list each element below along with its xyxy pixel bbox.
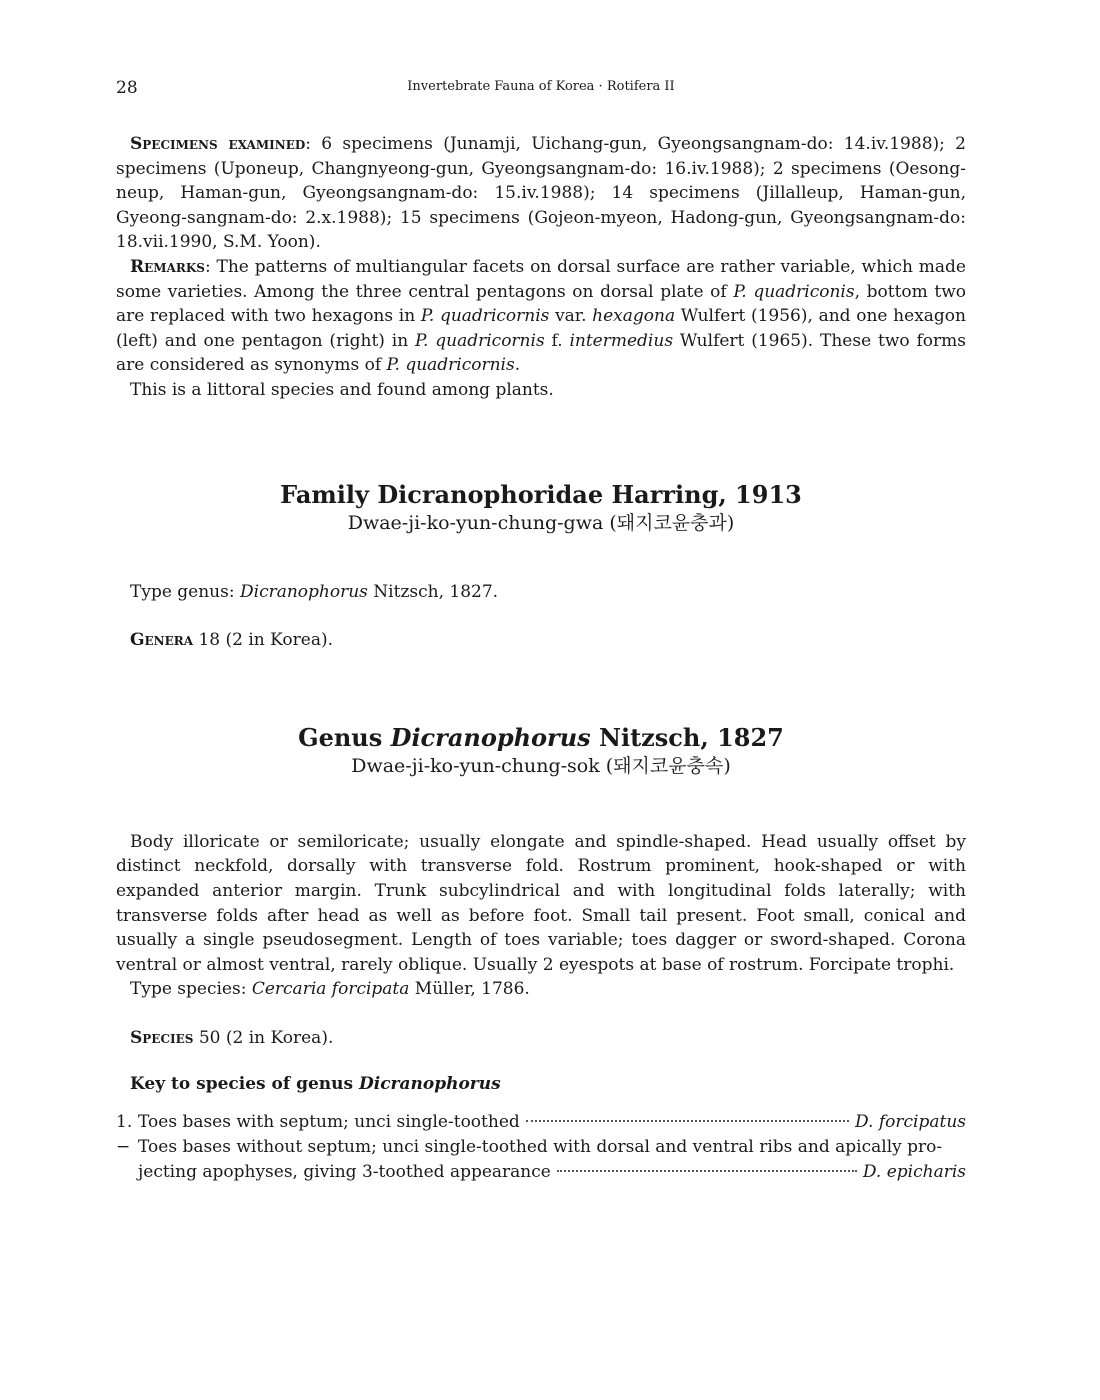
page-header xyxy=(116,78,966,100)
taxon-name: P. quadricornis xyxy=(415,330,545,351)
taxon-name: intermedius xyxy=(569,330,674,351)
key-couplet-1 xyxy=(116,1110,966,1135)
taxon-name: P. quadriconis xyxy=(733,281,855,302)
specimens-paragraph xyxy=(116,132,966,255)
remarks-text: Wulfert (1965). These two forms are considered as synonyms of xyxy=(116,330,966,376)
key-answer: D. epicharis xyxy=(862,1161,966,1182)
remarks-text: var. xyxy=(549,306,593,327)
type-genus-label: Type genus: xyxy=(130,581,240,602)
genus-heading xyxy=(116,723,966,779)
remarks-text: . xyxy=(514,355,521,376)
key-lead-text: Toes bases with septum; unci single-toothed xyxy=(138,1112,520,1133)
identification-key xyxy=(116,1110,966,1184)
taxon-name: P. quadricornis xyxy=(420,306,550,327)
key-lead xyxy=(138,1135,966,1184)
key-title-genus: Dicranophorus xyxy=(359,1074,501,1095)
key-title-text: Key to species of genus xyxy=(130,1074,359,1095)
remarks-text: : The patterns of multiangular facets on dorsal surface are rather variable, which made some varieties. Among the three central pentagons on dorsal plate of xyxy=(116,256,966,302)
genus-subtitle: Dwae-ji-ko-yun-chung-sok (돼지코윤충속) xyxy=(351,754,731,777)
family-title: Family Dicranophoridae Harring, 1913 xyxy=(280,479,802,509)
type-genus-name: Dicranophorus xyxy=(240,581,368,602)
family-subtitle: Dwae-ji-ko-yun-chung-gwa (돼지코윤충과) xyxy=(347,511,735,534)
type-species-author: Müller, 1786. xyxy=(409,979,530,1000)
key-lead-line xyxy=(138,1135,966,1160)
genera-label: Genera xyxy=(130,630,194,651)
running-title: Invertebrate Fauna of Korea · Rotifera II xyxy=(407,79,675,94)
key-lead-text: Toes bases without septum; unci single-toothed with dorsal and ventral ribs and apically pro- xyxy=(138,1137,943,1158)
type-genus-author: Nitzsch, 1827. xyxy=(367,581,499,602)
type-genus-line xyxy=(116,580,966,605)
key-number: − xyxy=(116,1137,131,1158)
key-lead-line xyxy=(138,1160,966,1185)
type-species-label: Type species: xyxy=(130,979,252,1000)
taxon-name: P. quadricornis xyxy=(386,355,515,376)
key-lead-text: jecting apophyses, giving 3-toothed appearance xyxy=(138,1161,551,1182)
remarks-text: Wulfert (1956), and one hexagon (left) and one pentagon (right) in xyxy=(116,306,966,351)
genus-description: Body illoricate or semiloricate; usually elongate and spindle-shaped. Head usually offset by distinct neckfold, dorsally with transverse fold. Rostrum prominent, hook-shaped or with expanded anterior margin. Trunk subcylindrical and with longitudinal folds laterally; with transverse folds after head as well as before foot. Small tail present. Foot small, conical and usually a single pseudosegment. Length of toes variable; toes dagger or sword-shaped. Corona ventral or almost ventral, rarely oblique. Usually 2 eyespots at base of rostrum. Forcipate trophi. xyxy=(116,831,966,975)
genus-title-author: Nitzsch, 1827 xyxy=(590,722,784,752)
remarks-paragraph xyxy=(116,255,966,378)
specimens-label: Specimens examined xyxy=(130,134,306,154)
taxon-name: hexagona xyxy=(592,306,676,327)
key-number: 1. xyxy=(116,1112,133,1133)
species-line xyxy=(116,1026,966,1051)
remarks-text: , bottom two are replaced with two hexagons in xyxy=(116,281,966,327)
littoral-note: This is a littoral species and found among plants. xyxy=(130,379,554,400)
remarks-label: Remarks xyxy=(130,256,205,277)
genus-title xyxy=(116,723,966,753)
specimens-text: : 6 specimens (Junamji, Uichang-gun, Gyeongsangnam-do: 14.iv.1988); 2 specimens (Uponeup, Changnyeong-gun, Gyeongsangnam-do: 16.iv.1988); 2 specimens (Oesong-neup, Haman-gun, Gyeongsangnam-do: 15.iv.1988); 14 specimens (Jillalleup, Haman-gun, Gyeong-sangnam-do: 2.x.1988); 15 specimens (Gojeon-myeon, Hadong-gun, Gyeongsangnam-do: 18.vii.1990, S.M. Yoon). xyxy=(116,134,966,253)
genus-title-prefix: Genus xyxy=(298,722,391,752)
dot-leader xyxy=(526,1120,849,1122)
key-couplet-2 xyxy=(116,1135,966,1184)
type-species-line xyxy=(116,977,966,1002)
key-lead xyxy=(138,1110,966,1135)
genera-text: 18 (2 in Korea). xyxy=(193,630,333,651)
key-title xyxy=(130,1072,966,1096)
family-heading xyxy=(116,480,966,536)
dot-leader xyxy=(557,1170,857,1172)
page-body xyxy=(116,132,966,1184)
page-number: 28 xyxy=(116,78,138,98)
remarks-text: f. xyxy=(544,330,570,351)
genus-title-name: Dicranophorus xyxy=(390,722,591,752)
type-species-name: Cercaria forcipata xyxy=(251,979,410,1000)
key-answer: D. forcipatus xyxy=(855,1112,966,1133)
genera-line xyxy=(116,628,966,653)
species-text: 50 (2 in Korea). xyxy=(193,1027,334,1048)
species-label: Species xyxy=(130,1027,194,1048)
